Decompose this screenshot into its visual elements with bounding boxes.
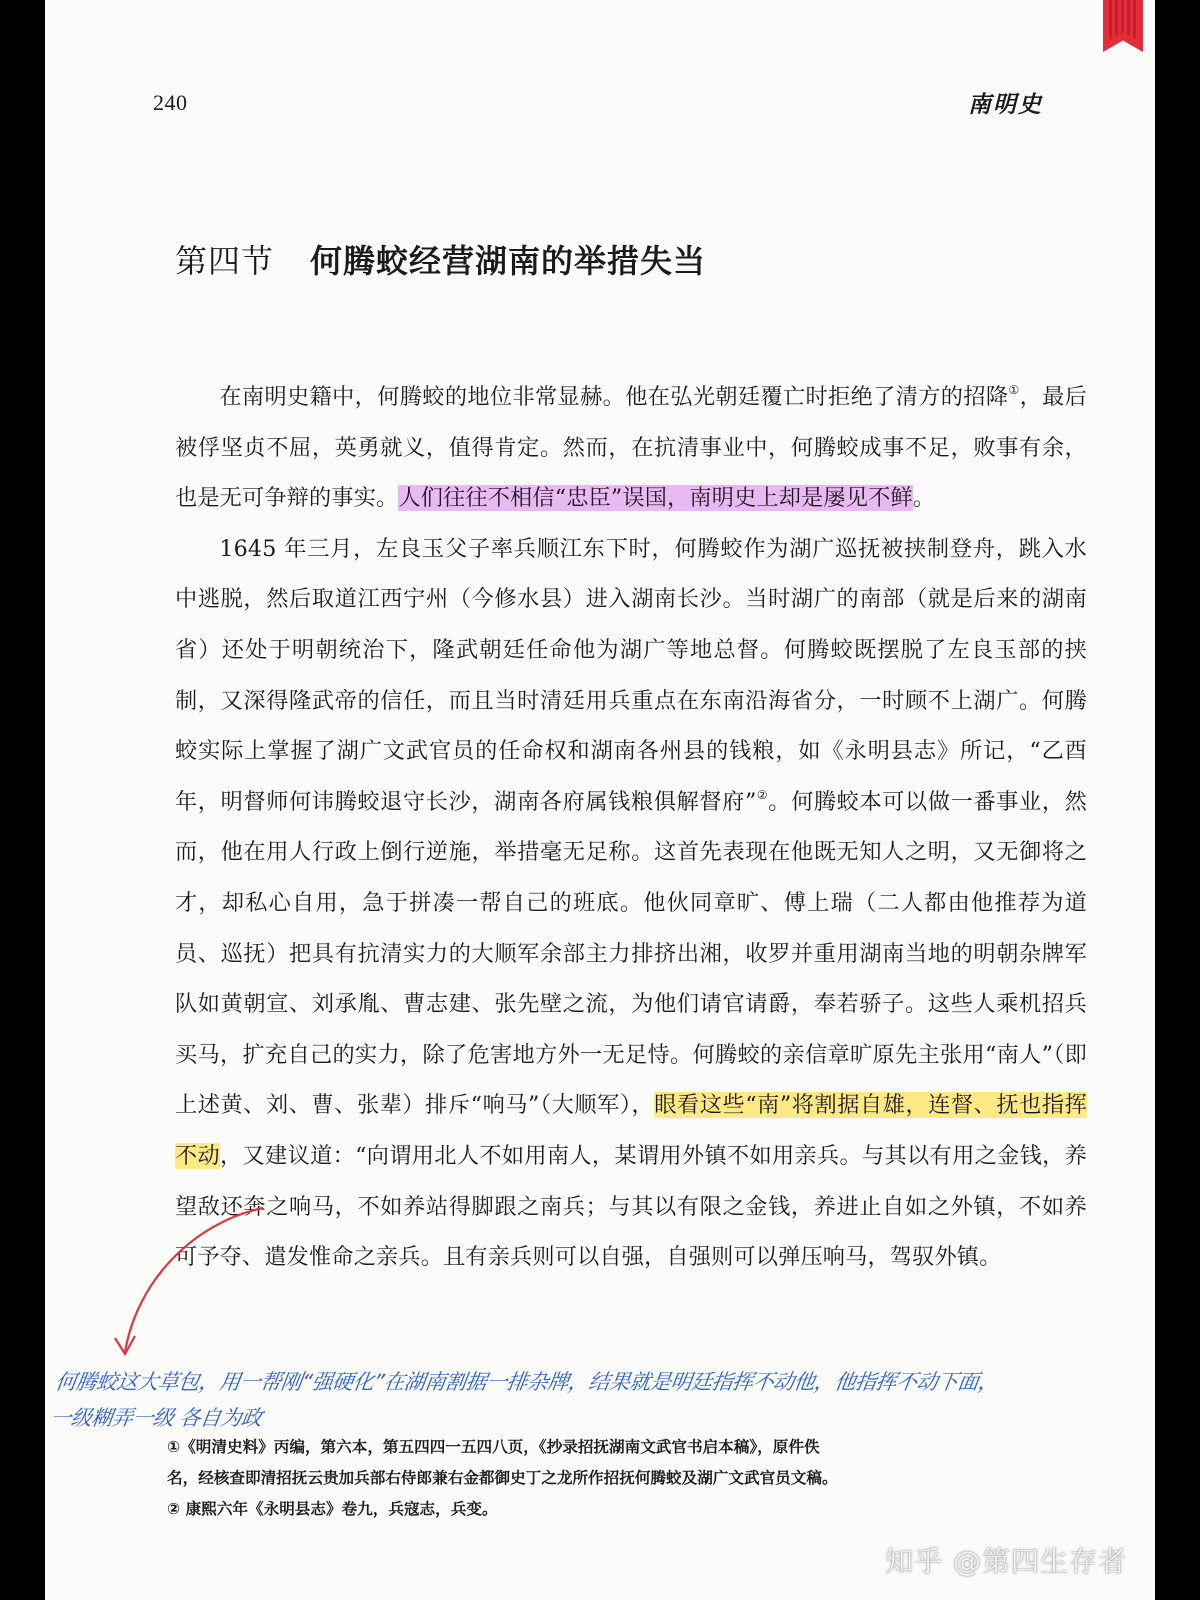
yellow-highlight[interactable]: 眼看这些“南”将割据自雄，连督、抚也指挥不动	[175, 1092, 1087, 1169]
handwritten-note[interactable]	[48, 1364, 1155, 1436]
footnotes	[167, 1432, 1097, 1525]
handwritten-line: 一级糊弄一级 各自为政	[48, 1406, 264, 1430]
paragraph-text: 在南明史籍中，何腾蛟的地位非常显赫。他在弘光朝廷覆亡时拒绝了清方的招降	[219, 384, 1009, 410]
arrow-head	[115, 1336, 135, 1354]
footnote-ref[interactable]: ①	[1008, 383, 1020, 397]
footnote-2: ② 康熙六年《永明县志》卷九，兵寇志，兵变。	[167, 1500, 498, 1518]
running-head: 南明史	[968, 91, 1043, 118]
paragraph	[175, 524, 1087, 1283]
page-number: 240	[153, 90, 188, 115]
handwritten-line: 何腾蛟这大草包，用一帮刚“强硬化”在湖南割据一排杂牌，结果就是明廷指挥不动他，他指挥不动下面，	[53, 1370, 1001, 1394]
paragraph-text: ，又建议道：“向谓用北人不如用南人，某谓用外镇不如用亲兵。与其以有用之金钱，养望敌还奔之响马，不如养站得脚跟之南兵；与其以有限之金钱，养进止自如之外镇，不如养可予夺、遣发惟命之亲兵。且有亲兵则可以自强，自强则可以弹压响马，驾驭外镇。	[175, 1142, 1087, 1271]
watermark: 知乎 @第四生存者	[885, 1545, 1127, 1578]
bookmark-ribbon-icon[interactable]	[1103, 0, 1143, 52]
pink-highlight[interactable]: 人们往往不相信“忠臣”误国，南明史上却是屡见不鲜	[398, 485, 913, 512]
section-heading	[175, 236, 706, 282]
paragraph-text: 1645 年三月，左良玉父子率兵顺江东下时，何腾蛟作为湖广巡抚被挟制登舟，跳入水中逃脱，然后取道江西宁州（今修水县）进入湖南长沙。当时湖广的南部（就是后来的湖南省）还处于明朝统治下，隆武朝廷任命他为湖广等地总督。何腾蛟既摆脱了左良玉部的挟制，又深得隆武帝的信任，而且当时清廷用兵重点在东南沿海省分，一时顾不上湖广。何腾蛟实际上掌握了湖广文武官员的任命权和湖南各州县的钱粮，如《永明县志》所记，“乙酉年，明督师何讳腾蛟退守长沙，湖南各府属钱粮俱解督府”	[175, 535, 1087, 815]
paragraph-text: ，最后被俘坚贞不屈，英勇就义，值得肯定。然而，在抗清事业中，何腾蛟成事不足，败事有余，也是无可争辩的事实。	[175, 384, 1088, 512]
section-number: 第四节	[175, 242, 275, 280]
paragraph-text: 。	[912, 485, 936, 512]
footnote-ref[interactable]: ②	[756, 787, 769, 802]
section-title: 何腾蛟经营湖南的举措失当	[310, 242, 707, 280]
footnote-1-line: ①《明清史料》丙编，第六本，第五四四一五四八页，《抄录招抚湖南文武官书启本稿》，原件佚	[167, 1438, 820, 1456]
footnote-1-line: 名，经核查即清招抚云贵加兵部右侍郎兼右金都御史丁之龙所作招抚何腾蛟及湖广文武官员文稿。	[167, 1469, 838, 1487]
paragraph-text: 。何腾蛟本可以做一番事业，然而，他在用人行政上倒行逆施，举措毫无足称。这首先表现在他既无知人之明，又无御将之才，却私心自用，急于拼凑一帮自己的班底。他伙同章旷、傅上瑞（二人都由他推荐为道员、巡抚）把具有抗清实力的大顺军余部主力排挤出湘，收罗并重用湖南当地的明朝杂牌军队如黄朝宣、刘承胤、曹志建、张先壁之流，为他们请官请爵，奉若骄子。这些人乘机招兵买马，扩充自己的实力，除了危害地方外一无足恃。何腾蛟的亲信章旷原先主张用“南人”（即上述黄、刘、曹、张辈）排斥“响马”（大顺军），	[175, 788, 1087, 1119]
body-text	[175, 372, 1087, 1283]
paragraph	[175, 372, 1087, 524]
book-page	[45, 0, 1155, 1600]
